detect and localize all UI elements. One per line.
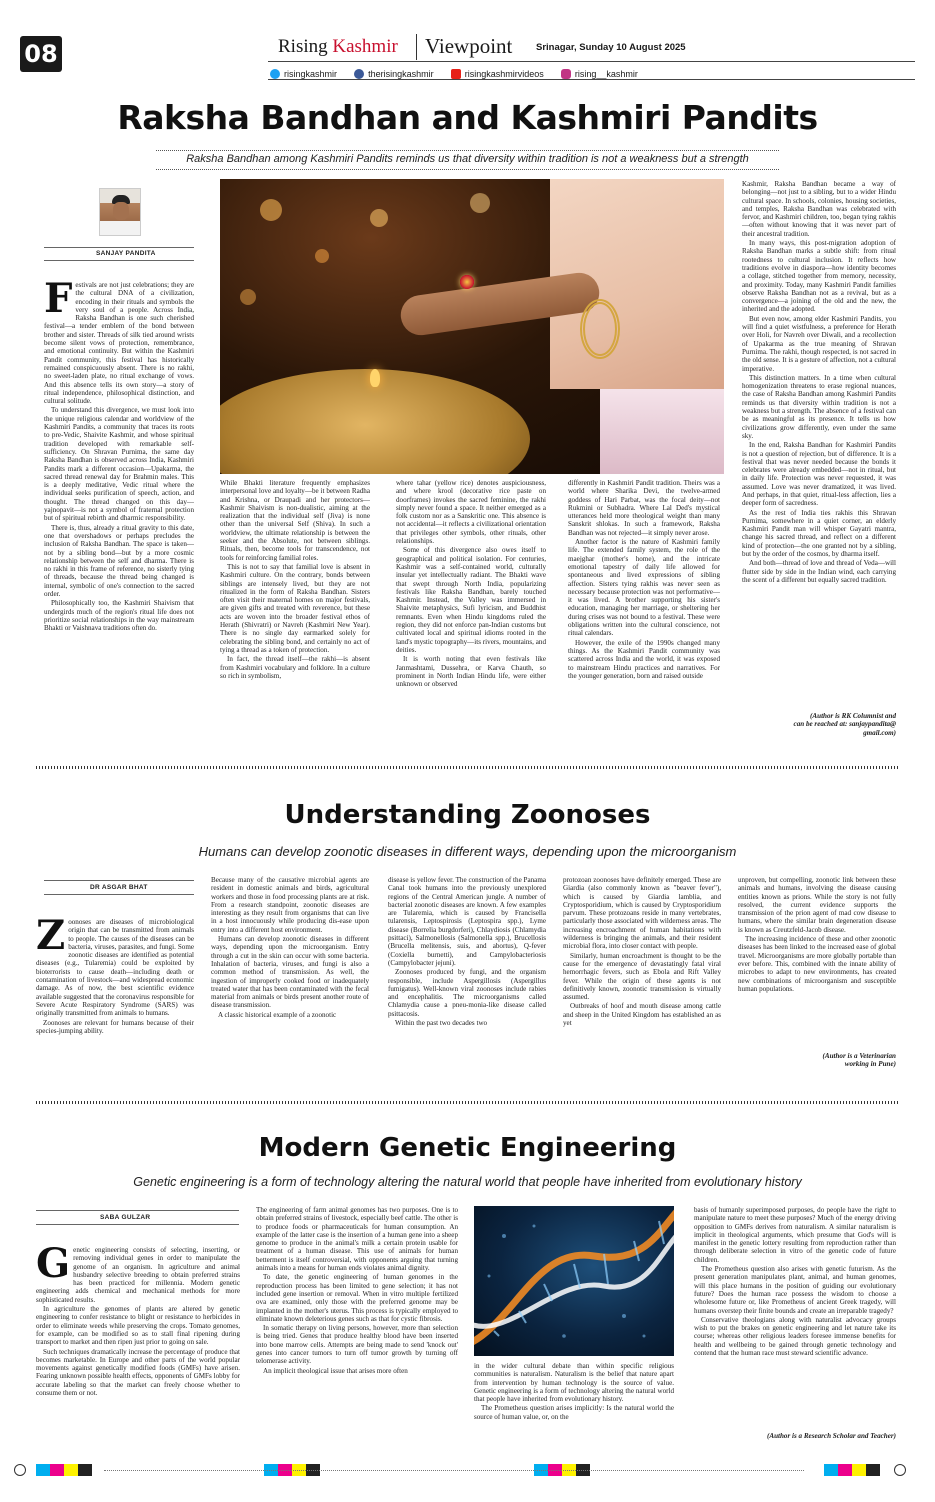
article1-col5-para-7: And both—thread of love and thread of Veda—will flutter side by side in the Indian wind, each carrying the scent of a different but equally sacred tradition.	[742, 559, 896, 584]
article3-column-2	[256, 1206, 458, 1446]
page-number: 08	[24, 40, 58, 68]
article1-col1-para-3: There is, thus, already a ritual gravity to this date, one that overshadows or perhaps precludes the inclusion of Raksha Bandhan. The space is taken—not by a sibling bond—but by a more cosmic relationship between the self and dharma. There is no rakhi in this frame of reference, no sisterly tying of threads, because the thread being changed is internal, symbolic of one's connection to the sacred order.	[44, 523, 194, 598]
article1-headline: Raksha Bandhan and Kashmiri Pandits	[117, 98, 818, 137]
article3-col4-para-3: Conservative theologians along with naturalist advocacy groups wish to put the brakes on genetic engineering and let nature take its course; whereas other religious leaders foresee immense benefits for health and wellbeing to be gained through genetic technology and contend that the human race must steward scientific advance.	[694, 1315, 896, 1358]
dropcap-F: F	[44, 281, 73, 322]
article2-col5-para-1: unproven, but compelling, zoonotic link between these animals and humans, involving the disease causing entities known as prions. While the story is not fully resolved, the current evidence supports the transmission of the prion agent of mad cow disease to humans, where the similar brain degeneration disease is known as Creutzfeld-Jacob disease.	[738, 876, 896, 934]
article3-col2-para-1: The engineering of farm animal genomes has two purposes. One is to obtain preferred strains of livestock, especially beef cattle. The other is to produce foods or pharmaceuticals for human consumption. An example of the latter case is the insertion of a human gene into a sheep genome to produce in the animal's milk a certain protein usable for treatment of a human disease. This use of animals for human betterment is itself controversial, with opponents arguing that turning animals into a means for human ends violates animal dignity.	[256, 1206, 458, 1273]
bangles	[580, 299, 620, 359]
article3-col3-para-1: in the wider cultural debate than within specific religious communities is naturalism. Naturalism is the belief that nature apart from intervention by human technology is the source of value. Genetic engineering is a form of technology altering the natural world that people have inherited from evolutionary history.	[474, 1362, 674, 1404]
article2-headline: Understanding Zoonoses	[284, 800, 651, 830]
article1-col2-para-2: This is not to say that familial love is absent in Kashmiri culture. On the contrary, bonds between siblings are intensely lived, but they are not ritualized in the form of Raksha Bandhan. Sisters often visit their maternal homes on major festivals, are given gifts and treated with reverence, but these acts are woven into the broader festival ethos of Herath (Shivratri) or Navreh (Kashmiri New Year). There is no single day earmarked solely for celebrating the sibling bond, and certainly no act of tying a thread as a token of protection.	[220, 562, 370, 654]
facebook-icon	[354, 69, 364, 79]
article1-deck: Raksha Bandhan among Kashmiri Pandits reminds us that diversity within tradition is not a weakness but a strength	[186, 153, 749, 165]
byline-rule-top	[44, 247, 194, 248]
article3-col3-para-2: The Prometheus question arises implicitly: Is the natural world the source of human value, or, on the	[474, 1404, 674, 1421]
social-instagram[interactable]: rising__kashmir	[561, 69, 638, 79]
article2-column-2	[211, 876, 369, 1072]
article3-credit: (Author is a Research Scholar and Teacher)	[766, 1432, 896, 1440]
article1-column-2	[220, 479, 370, 743]
article2-col5-para-2: The increasing incidence of these and other zoonotic diseases has been linked to the increased ease of global travel. Microorganisms are more globally portable than ever before. This, combined with the innate ability of microbes to adapt to new environments, has created new combinations of microorganism and susceptible human populations.	[738, 935, 896, 993]
article1-col1-para-2: To understand this divergence, we must look into the unique religious calendar and worldview of the Kashmiri Pandits, a community that traces its roots to pre-Vedic, Shaivite Kashmir, and whose spiritual tradition developed with remarkable self-sufficiency. On Shravan Purnima, the same day Raksha Bandhan is observed across India, Kashmiri Pandits mark a different occasion—Upakarma, the sacred thread renewal day for Brahmin males. This is a deeply meditative, Vedic ritual where the individual seeks purification of speech, action, and thought. The thread changed on this day—yajnopavit—is not a symbol of fraternal protection but of spiritual rebirth and dharmic responsibility.	[44, 406, 194, 523]
article3-column-4	[694, 1206, 896, 1426]
article1-col4-para-3: However, the exile of the 1990s changed many things. As the Kashmiri Pandit community was scattered across India and the world, it was exposed to mainstream Hindu practices and narratives. For the younger generation, born and raised outside	[568, 638, 720, 680]
social-bar	[270, 64, 650, 83]
registration-rule	[104, 1470, 804, 1471]
bokeh-light-5	[240, 289, 256, 305]
article2-byline-rule-bottom	[44, 894, 194, 895]
article2-col4-para-1: protozoan zoonoses have definitely emerged. These are Giardia (also commonly known as "beaver fever"), which is caused by Giardia lamblia, and Cryptosporidium, which is caused by Cryptosporidium parvum. These protozoans reside in many vertebrates, particularly those associated with wilderness areas. The increasing encroachment of human habitations with wilderness is bringing the animals, and their resident microbial flora, into closer contact with people.	[563, 876, 721, 951]
dna-helix-image	[474, 1206, 674, 1356]
masthead-brand	[278, 36, 398, 58]
social-facebook[interactable]: therisingkashmir	[354, 69, 434, 79]
article2-col4-para-3: Outbreaks of hoof and mouth disease among cattle and sheep in the United Kingdom has established an as yet	[563, 1002, 721, 1028]
article1-col4-para-2: Another factor is the nature of Kashmiri family life. The extended family system, the role of the maejghar (mother's home), and the intricate emotional tapestry of daily life allowed for spontaneous and lived expressions of sibling affection. Sisters tying rakhis was never seen as necessary because protection was not performative—it was lived. A brother supporting his sister's education, managing her marriage, or sheltering her during crises was not bound to a festival. These were obligations written into the cultural conscience, not ritual calendars.	[568, 538, 720, 638]
article3-headline: Modern Genetic Engineering	[258, 1133, 677, 1163]
masthead-rule	[268, 61, 915, 62]
article1-col3-para-3: It is worth noting that even festivals like Janmashtami, Dussehra, or Karva Chauth, so prominent in North Indian Hindu life, were either unknown or observed	[396, 655, 546, 689]
article2-col3-para-3: Within the past two decades two	[395, 1019, 488, 1028]
article1-credit: (Author is RK Columnist and can be reached at: sanjaypandita@ gmail.com)	[793, 712, 896, 737]
article3-col2-para-4: An implicit theological issue that arises more often	[263, 1366, 408, 1375]
article1-col5-para-3: But even now, among elder Kashmiri Pandits, you will find a quiet wistfulness, a preference for Herath over Holi, for Navreh over Diwali, and a recollection of Upakarma as the true meaning of Shravan Purnima. The rakhi, though respected, is not sacred in the old sense. It is a gesture of affection, not a cultural imperative.	[742, 314, 896, 373]
article1-byline: SANJAY PANDITA	[96, 250, 156, 257]
article1-col3-para-2: Some of this divergence also owes itself to geographical and political isolation. For centuries, Kashmir was a self-contained world, culturally insular yet intellectually radiant. The Bhakti wave that swept through North India, popularizing festivals like Raksha Bandhan, barely touched Kashmir. Instead, the Valley was immersed in Shaivite metaphysics, Sufi lyricism, and Buddhist remnants. Even when Hindu kingdoms ruled the region, they did not enforce pan-Indian customs but cultivated local and spiritual idioms rooted in the land's mystic topography—its rivers, mountains, and deities.	[396, 546, 546, 654]
bokeh-light-3	[315, 249, 329, 263]
byline-rule-bottom	[44, 260, 194, 261]
bokeh-light-1	[260, 199, 282, 221]
article3-col1-para-3: Such techniques dramatically increase the percentage of produce that becomes marketable. In Europe and other parts of the world popular movements against genetically modified foods (GMFs) have arisen. Fearing unknown possible health effects, opponents of GMFs lobby for accurate labeling so that the market can freely choose whether to consume them or not.	[36, 1347, 240, 1398]
article3-byline-rule-top	[36, 1210, 239, 1211]
dna-helix-icon	[474, 1206, 674, 1356]
twitter-icon	[270, 69, 280, 79]
cmyk-strip-1	[36, 1464, 92, 1476]
dropcap-G: G	[36, 1246, 71, 1287]
article1-column-3	[396, 479, 546, 743]
article2-credit: (Author is a Veterinarian working in Pune)	[822, 1052, 896, 1069]
article3-column-1	[36, 1246, 240, 1446]
article1-col2-para-3: In fact, the thread itself—the rakhi—is absent from Kashmiri vocabulary and folklore. In a culture so rich in symbolism,	[220, 655, 370, 680]
article2-col3-para-2: Zoonoses produced by fungi, and the organism responsible, include Aspergillosis (Aspergillus fumigatus). Well-known viral zoonoses include rabies and encephalitis. The microorganisms called Chlamydia cause a pneu-monia-like disease called psittacosis.	[388, 968, 546, 1018]
article2-byline: DR ASGAR BHAT	[90, 884, 148, 891]
article1-col5-para-6: As the rest of India ties rakhis this Shravan Purnima, somewhere in a quiet corner, an elderly Kashmiri Pandit man will whisper Gayatri mantra, change his sacred thread, and reflect on a different kind of protection—the one granted not by a sibling, but by the order of the cosmos, by dharma itself.	[742, 508, 896, 559]
author-face-icon	[113, 202, 129, 220]
article1-col2-para-1: While Bhakti literature frequently emphasizes interpersonal love and loyalty—be it between Radha and Krishna, or Draupadi and her protectors—Kashmir Shaivism is non-dualistic, aiming at the realization that the individual self (Jiva) is none other than the universal Self (Shiva). In such a worldview, the ultimate relationship is between the seeker and the Absolute, not between siblings. Rituals, then, become tools for transcendence, not tools for reinforcing familial roles.	[220, 479, 370, 562]
article2-col2-para-1: Because many of the causative microbial agents are resident in domestic animals and birds, agricultural workers and those in food processing plants are at risk. From a research standpoint, zoonotic diseases are interesting as they result from organisms that can live in a host innocuously while producing dis-ease upon entry into a different host environment.	[211, 876, 369, 934]
article1-col5-para-2: In many ways, this post-migration adoption of Raksha Bandhan marks a subtle shift: from ritual rootedness to cultural inclusion. It reflects how traditions evolve in diaspora—how identity becomes a collage, stitched together from memory, necessity, and proximity. Today, many Kashmiri Pandit families observe Raksha Bandhan not as a revival, but as a convergence—a joining of the old and the new, the inherited and the adopted.	[742, 239, 896, 314]
brand-rising: Rising	[278, 36, 328, 57]
diya-flame	[370, 369, 380, 387]
article2-column-1	[36, 918, 194, 1071]
article1-column-1	[44, 281, 194, 743]
article2-column-4	[563, 876, 721, 1072]
article1-column-4	[568, 479, 720, 743]
article2-col1-para-2: Zoonoses are relevant for humans because of their species-jumping ability.	[36, 1018, 194, 1035]
hero-photo-rakhi	[220, 179, 724, 474]
article2-col2-para-3: A classic historical example of a zoonotic	[218, 1010, 337, 1019]
social-twitter[interactable]: risingkashmir	[270, 69, 337, 79]
instagram-icon	[561, 69, 571, 79]
article3-col1-para-1: Genetic engineering consists of selecting, inserting, or removing individual genes in order to manipulate the genome of an organism. In agriculture and animal husbandry selective breeding to obtain preferred strains has been practiced for millennia. Modern genetic engineering adds chemical and mechanical methods for more sophisticated results.	[36, 1246, 240, 1304]
cmyk-strip-4	[824, 1464, 880, 1476]
article3-byline: SABA GULZAR	[100, 1214, 151, 1221]
masthead-rule-bottom	[268, 79, 915, 80]
reg-mark-left	[14, 1464, 26, 1476]
youtube-icon	[451, 69, 461, 79]
article3-col1-para-2: In agriculture the genomes of plants are altered by genetic engineering to confer resistance to blight or resistance to herbicides in order to eliminate weeds while preserving the crops. Tomato genomes, for example, can be modified so as to stall final ripening during transport to market and then ripen just prior to going on sale.	[36, 1305, 240, 1347]
article2-column-3	[388, 876, 546, 1072]
author-photo	[99, 188, 141, 236]
article1-deck-rule	[156, 150, 779, 151]
article2-col2-para-2: Humans can develop zoonotic diseases in different ways, depending upon the microorganism. Entry through a cut in the skin can occur with some bacteria. Inhalation of bacteria, viruses, and fungi is also a common method of transmission. As well, the ingestion of improperly cooked food or inadequately treated water that has been contaminated with the fecal material from animals or birds present another route of disease transmission.	[211, 935, 369, 1010]
article1-column-5	[742, 180, 896, 702]
article1-col5-para-1: Kashmir, Raksha Bandhan became a way of belonging—not just to a sibling, but to a wider Hindu cultural space. In schools, colonies, housing societies, and temples, Raksha Bandhan was celebrated with fervor, and Kashmiri children, too, began tying rakhis—often without knowing that it was never part of their ancestral tradition.	[742, 180, 896, 238]
article3-byline-rule-bottom	[36, 1224, 239, 1225]
article3-col4-para-1: basis of humanly superimposed purposes, do people have the right to manipulate nature to meet these purposes? Much of the energy driving opposition to GMFs derives from naturalism. A similar naturalism is implicit in theological arguments, which presume that God's will is manifest in the genetic lottery resulting from reproduction rather than through deliberate selection in vitro of the genetic code of future children.	[694, 1206, 896, 1264]
article2-column-5	[738, 876, 896, 1036]
section-divider-1	[36, 766, 898, 769]
article1-col1-para-4: Philosophically too, the Kashmiri Shaivism that undergirds much of the region's ritual life does not prioritize social relationships in the way mainstream Bhakti or Vaishnava traditions often do.	[44, 599, 194, 633]
article2-col1-para-1: Zoonoses are diseases of microbiological origin that can be transmitted from animals to people. The causes of the diseases can be bacteria, viruses, parasites, and fungi. Some zoonotic diseases are identified as potential diseases (e.g., Tularemia) could be exploited by bioterrorists to cause death—including death or contamination of livestock—and widespread economic damage. As of now, the best scientific evidence available suggested that the coronavirus responsible for Severe Acute Respiratory Syndrome (SARS) was originally transmitted from animals to humans.	[36, 918, 194, 1018]
article3-deck: Genetic engineering is a form of technology altering the natural world that people have inherited from evolutionary history	[133, 1175, 802, 1189]
masthead-divider	[416, 34, 417, 60]
article1-col1-para-1: Festivals are not just celebrations; they are the cultural DNA of a civilization, encoding in their rituals and symbols the very soul of a people. Across India, Raksha Bandhan is one such cherished festival—a tender emblem of the bond between brother and sister. Threads of silk tied around wrists become silent vows of protection, remembrance, and emotional continuity. But within the Kashmiri Pandit community, this festival has historically remained conspicuously absent. There is no rakhi, no sweet-laden plate, no ritual exchange of vows. And this absence tells its own story—a story of ritual independence, philosophical distinction, and cultural solitude.	[44, 281, 194, 406]
dropcap-Z: Z	[36, 918, 66, 959]
dateline: Srinagar, Sunday 10 August 2025	[536, 42, 686, 53]
article3-col2-para-3: In somatic therapy on living persons, however, more than selection is being tried. Genes that produce healthy blood have been inserted into bone marrow cells. Attempts are being made to send 'knock out' genes into cancer tumors to turn off tumor growth by turning off telomerase activity.	[256, 1324, 458, 1366]
article1-col5-para-5: In the end, Raksha Bandhan for Kashmiri Pandits is not a question of rejection, but of difference. It is a festival that was never needed because the bonds it celebrates were already embedded—not in ritual, but in daily life. Protection was never requested, it was assumed. Love was never dramatized, it was lived. And perhaps, in that quiet, ritual-less affection, lies a deeper form of sacredness.	[742, 441, 896, 508]
article3-col2-para-2: To date, the genetic engineering of human genomes in the reproduction process has been limited to gene selection; it has not included gene insertion or removal. When in vitro multiple fertilized ova are examined, only those with the preferred genome may be implanted in the mother's uterus. This process is typically employed to eliminate known deleterious genes such as that for cystic fibrosis.	[256, 1273, 458, 1323]
article1-col4-para-1: differently in Kashmiri Pandit tradition. Theirs was a world where Sharika Devi, the twelve-armed goddess of Hari Parbat, was the focal deity—not Rukmini or Subhadra. Where Lal Ded's mystical utterances held more theological weight than many Sanskrit shlokas. In such a framework, Raksha Bandhan was not rejected—it simply never arose.	[568, 479, 720, 537]
article1-col3-para-1: where tahar (yellow rice) denotes auspiciousness, and where krool (decorative rice paste on doorframes) invokes the sacred feminine, the rakhi simply never found a space. It neither emerged as a folk custom nor as a Sanskritic one. This absence is not accidental—it reflects a civilizational orientation that privileges other symbols, other rituals, other relationships.	[396, 479, 546, 546]
article2-col4-para-2: Similarly, human encroachment is thought to be the cause for the emergence of devastatingly fatal viral hemorrhagic fevers, such as Ebola and Rift Valley fever. While the origin of these agents is not definitively known, zoonotic transmission is virtually assumed.	[563, 951, 721, 1002]
reg-mark-right	[894, 1464, 906, 1476]
article2-byline-rule-top	[44, 880, 194, 881]
bokeh-light-2	[370, 209, 388, 227]
section-divider-2	[36, 1101, 898, 1104]
article1-deck-rule-bottom	[156, 169, 779, 170]
social-youtube[interactable]: risingkashmirvideos	[451, 69, 544, 79]
print-registration-bar	[14, 1460, 914, 1482]
article2-col3-para-1: disease is yellow fever. The construction of the Panama Canal took humans into the previously unexplored regions of the Central American jungle. A number of bacterial zoonotic diseases are known. A few examples are Tularemia, which is caused by Francisella tularensis, Leptospirosis (Leptospira spp.), Lyme disease (Borrelia burgdorferi), Chlaydiosis (Chlamydia psittaci), Salmonellosis (Salmonella spp.), Brucellosis (Brucella melitensis, suis, and abortus), Q-fever (Coxiella burnetti), and Campylobacteriosis (Campylobacter jejuni).	[388, 876, 546, 967]
page-number-box	[20, 36, 62, 72]
article2-deck: Humans can develop zoonotic diseases in different ways, depending upon the microorganism	[198, 844, 737, 859]
article3-col4-para-2: The Prometheus question also arises with genetic futurism. As the present generation manipulates plant, animal, and human genomes, will this place humans in the position of guiding our evolutionary future? Does the human race possess the wisdom to choose a wholesome future or, like Prometheus of ancient Greek tragedy, will humans overstep their finite bounds and create an irreparable tragedy?	[694, 1265, 896, 1315]
gift-box	[600, 389, 724, 474]
section-title: Viewpoint	[425, 34, 513, 58]
brand-kashmir: Kashmir	[332, 36, 398, 57]
rakhi-thread-icon	[460, 275, 474, 289]
bokeh-light-4	[470, 193, 490, 213]
article3-column-3	[474, 1362, 674, 1446]
article1-col5-para-4: This distinction matters. In a time when cultural homogenization threatens to erase regional nuances, the case of Raksha Bandhan among Kashmiri Pandits reminds us that diversity within tradition is not a weakness but a strength. The absence of a festival can be as meaningful as its presence. It tells us how civilizations grow differently, even under the same sky.	[742, 373, 896, 440]
